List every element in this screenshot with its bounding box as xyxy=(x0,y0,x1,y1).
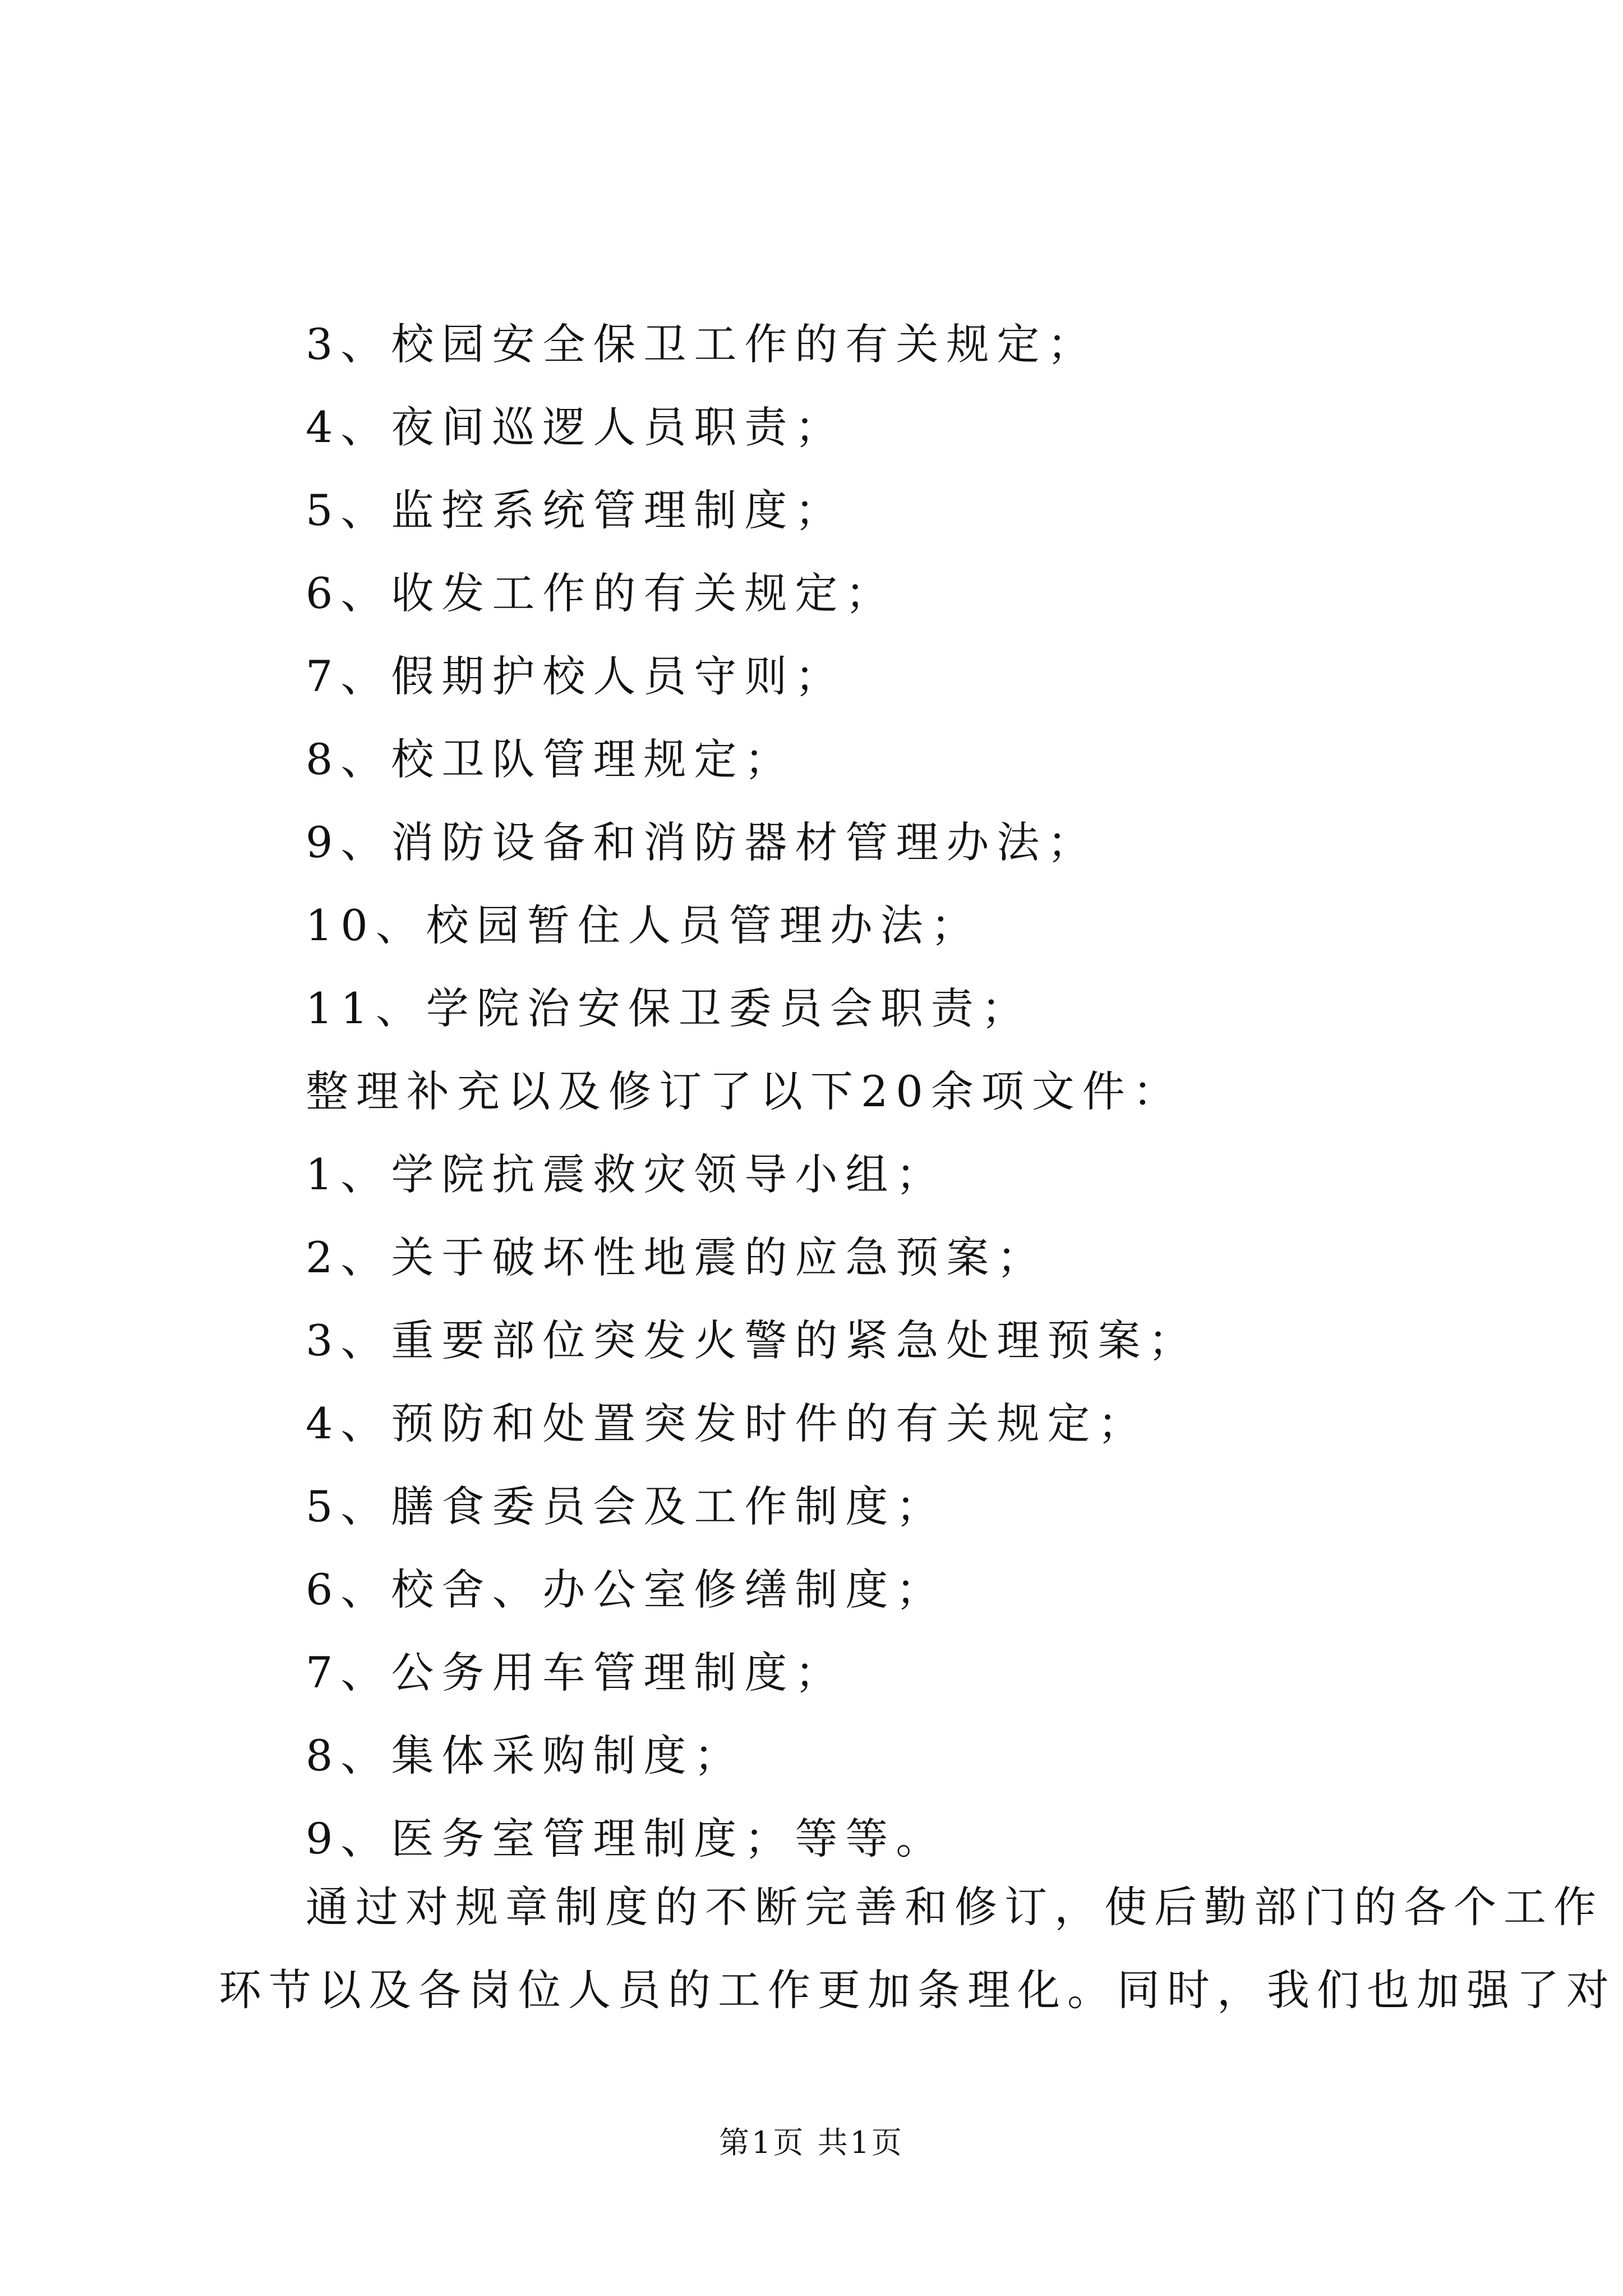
list-item: 6、收发工作的有关规定； xyxy=(306,568,896,618)
list-item: 7、假期护校人员守则； xyxy=(306,651,846,701)
paragraph-line: 环节以及各岗位人员的工作更加条理化。同时，我们也加强了对 xyxy=(219,1965,1616,2015)
list-item: 4、预防和处置突发时件的有关规定； xyxy=(306,1398,1149,1448)
list-item: 8、集体采购制度； xyxy=(306,1731,745,1780)
list-item: 9、消防设备和消防器材管理办法； xyxy=(306,817,1098,867)
list-item: 2、关于破坏性地震的应急预案； xyxy=(306,1232,1048,1282)
page-footer: 第1页 共1页 xyxy=(719,2125,904,2160)
section-intro: 整理补充以及修订了以下20余项文件： xyxy=(306,1066,1183,1116)
list-item: 3、校园安全保卫工作的有关规定； xyxy=(306,319,1098,369)
body-paragraph xyxy=(219,1866,1616,2032)
list-item: 5、膳食委员会及工作制度； xyxy=(306,1481,947,1531)
paragraph-line: 通过对规章制度的不断完善和修订，使后勤部门的各个工作 xyxy=(306,1882,1603,1932)
list-item: 6、校舍、办公室修缮制度； xyxy=(306,1565,947,1614)
list-item: 3、重要部位突发火警的紧急处理预案； xyxy=(306,1315,1199,1365)
list-item: 11、学院治安保卫委员会职责； xyxy=(306,983,1032,1033)
list-item: 8、校卫队管理规定； xyxy=(306,734,795,784)
list-item: 9、医务室管理制度；等等。 xyxy=(306,1814,947,1864)
list-item: 10、校园暂住人员管理办法； xyxy=(306,900,981,950)
list-item: 7、公务用车管理制度； xyxy=(306,1648,846,1697)
list-item: 5、监控系统管理制度； xyxy=(306,485,846,535)
list-item: 4、夜间巡逻人员职责； xyxy=(306,402,846,452)
list-item: 1、学院抗震救灾领导小组； xyxy=(306,1149,947,1199)
regulation-list xyxy=(306,303,1427,1880)
